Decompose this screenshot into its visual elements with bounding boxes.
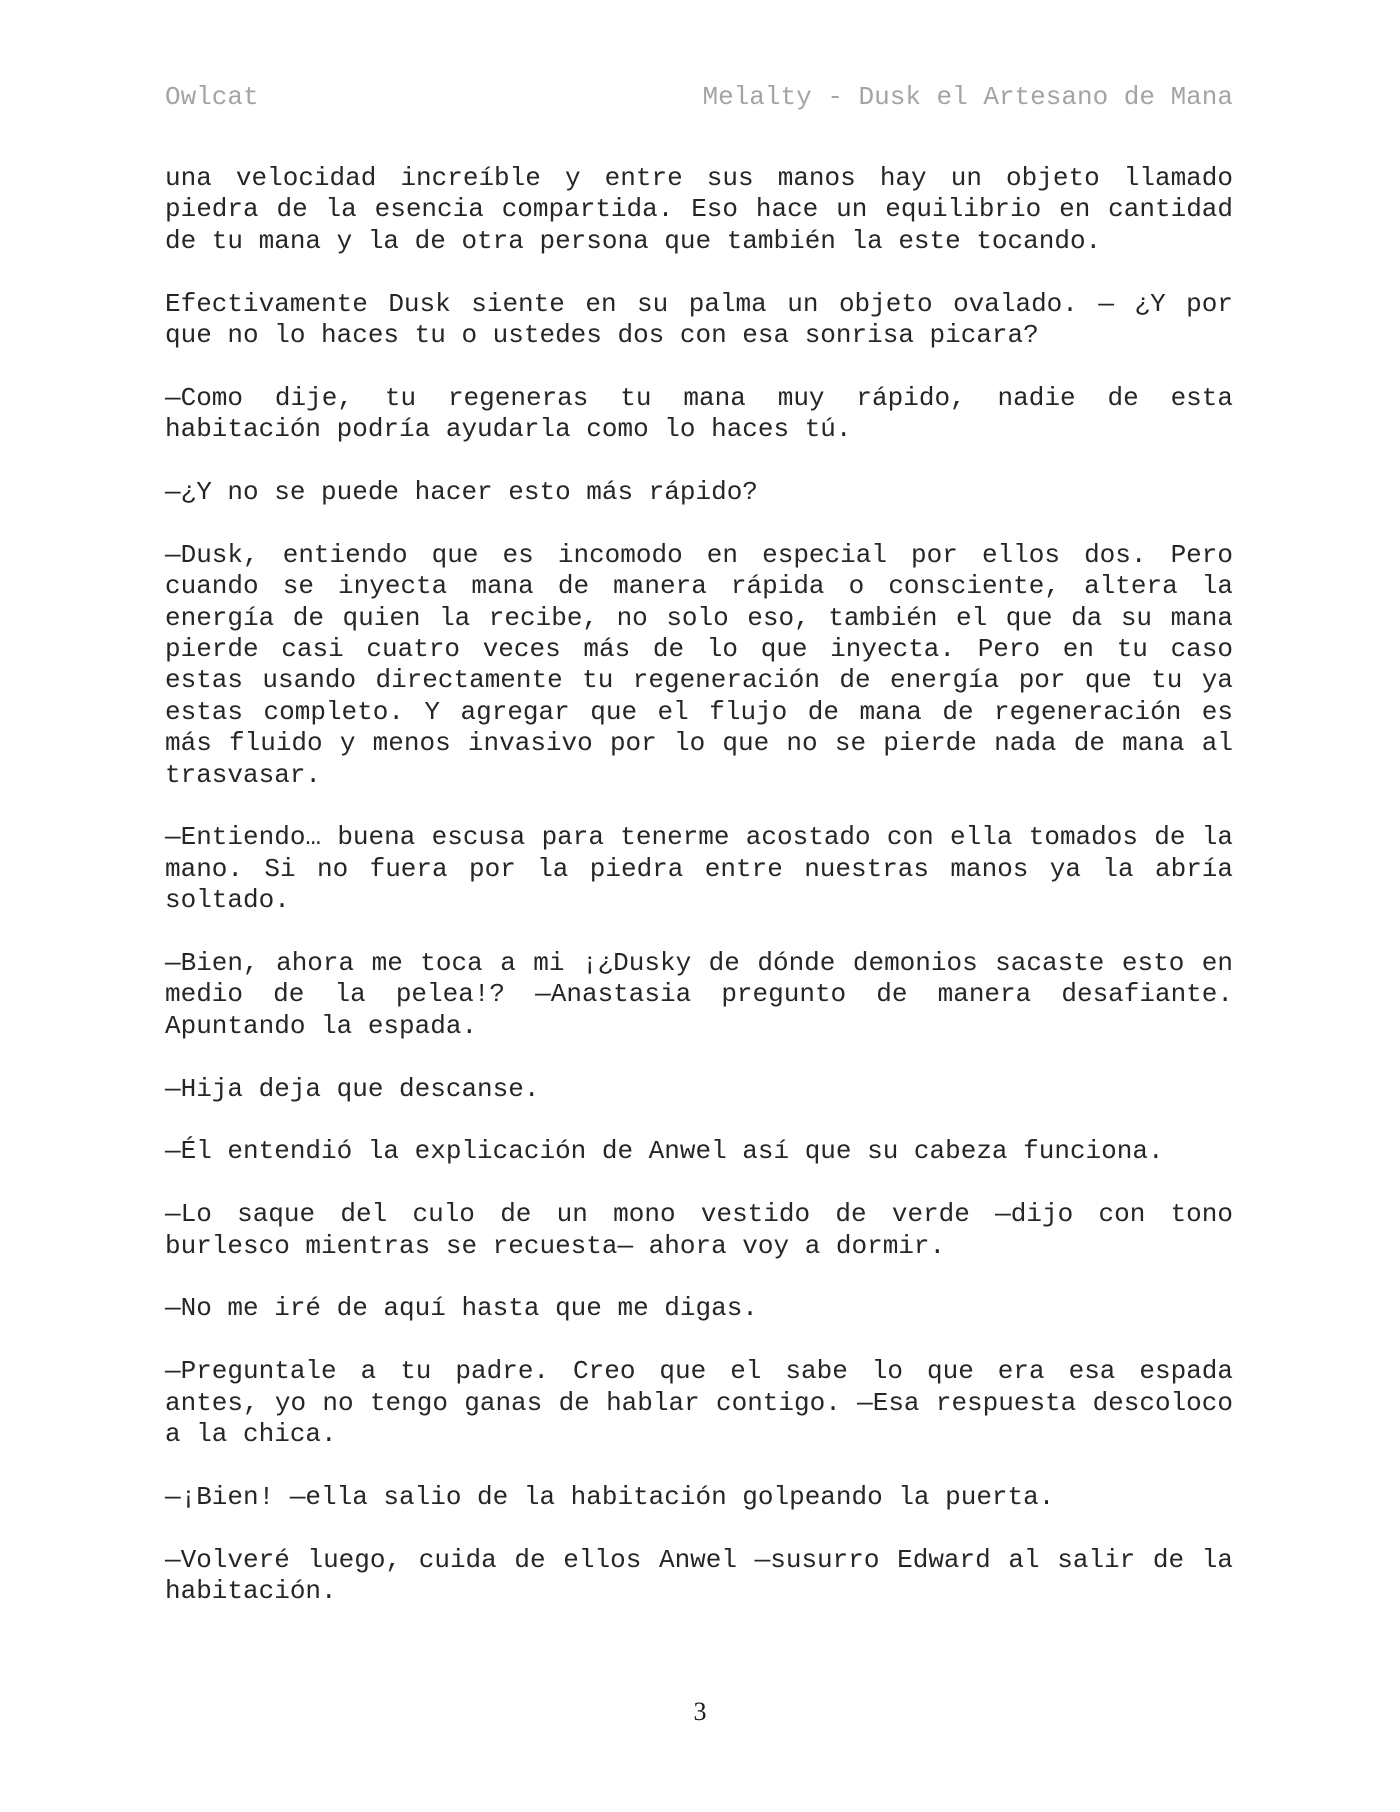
paragraph: —Bien, ahora me toca a mi ¡¿Dusky de dónde demonios sacaste esto en medio de la pelea!? —Anastasia pregunto de manera desafiante. Apuntando la espada. xyxy=(165,948,1233,1041)
paragraph: —Entiendo… buena escusa para tenerme acostado con ella tomados de la mano. Si no fuera por la piedra entre nuestras manos ya la abría soltado. xyxy=(165,822,1233,916)
page-number: 3 xyxy=(693,1697,707,1726)
paragraph: —Preguntale a tu padre. Creo que el sabe lo que era esa espada antes, yo no tengo ganas de hablar contigo. —Esa respuesta descoloco a la chica. xyxy=(165,1356,1233,1450)
document-body xyxy=(165,163,1233,1639)
paragraph: —Como dije, tu regeneras tu mana muy rápido, nadie de esta habitación podría ayudarla como lo haces tú. xyxy=(165,382,1233,445)
paragraph: —Volveré luego, cuida de ellos Anwel —susurro Edward al salir de la habitación. xyxy=(165,1544,1233,1607)
paragraph: —Él entendió la explicación de Anwel así que su cabeza funciona. xyxy=(165,1136,1164,1167)
paragraph: —¡Bien! —ella salio de la habitación golpeando la puerta. xyxy=(165,1481,1055,1512)
paragraph: —Dusk, entiendo que es incomodo en especial por ellos dos. Pero cuando se inyecta mana de manera rápida o consciente, altera la energía de quien la recibe, no solo eso, también el que da su mana pierde casi cuatro veces más de lo que inyecta. Pero en tu caso estas usando directamente tu regeneración de energía por que tu ya estas completo. Y agregar que el flujo de mana de regeneración es más fluido y menos invasivo por lo que no se pierde nada de mana al trasvasar. xyxy=(165,539,1233,790)
page-header xyxy=(165,80,1233,114)
header-author: Owlcat xyxy=(165,82,259,112)
paragraph: Efectivamente Dusk siente en su palma un objeto ovalado. — ¿Y por que no lo haces tu o ustedes dos con esa sonrisa picara? xyxy=(165,288,1233,351)
paragraph: —¿Y no se puede hacer esto más rápido? xyxy=(165,477,758,508)
header-title: Melalty - Dusk el Artesano de Mana xyxy=(702,82,1233,112)
paragraph: —Hija deja que descanse. xyxy=(165,1073,540,1104)
paragraph: —Lo saque del culo de un mono vestido de verde —dijo con tono burlesco mientras se recuesta— ahora voy a dormir. xyxy=(165,1199,1233,1261)
paragraph: una velocidad increíble y entre sus manos hay un objeto llamado piedra de la esencia compartida. Eso hace un equilibrio en cantidad de tu mana y la de otra persona que también la este tocando. xyxy=(165,163,1233,256)
paragraph: —No me iré de aquí hasta que me digas. xyxy=(165,1293,758,1324)
